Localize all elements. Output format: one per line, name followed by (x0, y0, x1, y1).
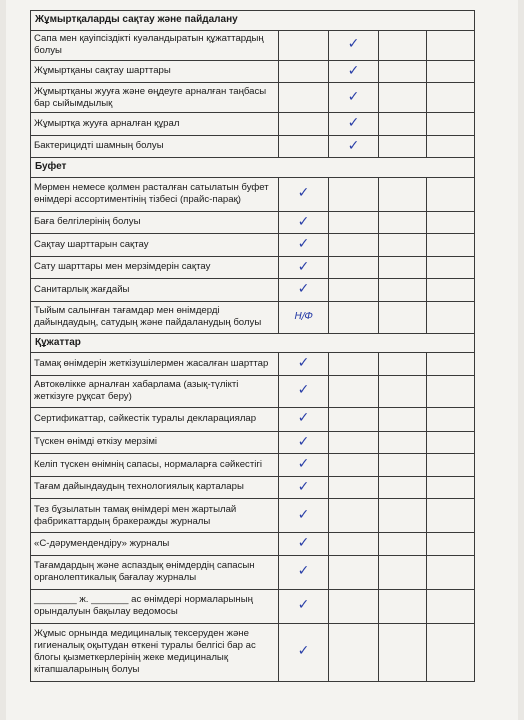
checklist-row (31, 60, 475, 83)
answer-cell (379, 353, 427, 376)
answer-cell (329, 499, 379, 533)
answer-cell (379, 256, 427, 279)
criterion-text: Тез бұзылатын тамақ өнімдері мен жартылай фабрикаттардың бракеражды журналы (31, 499, 279, 533)
answer-cell (379, 279, 427, 302)
answer-cell (279, 83, 329, 113)
answer-cell (329, 256, 379, 279)
answer-cell (379, 113, 427, 136)
answer-cell (379, 211, 427, 234)
answer-cell (427, 589, 475, 623)
answer-cell (427, 454, 475, 477)
handwritten-checkmark: ✓ (329, 60, 379, 83)
handwritten-checkmark: ✓ (279, 375, 329, 407)
section-header (31, 158, 475, 178)
criterion-text: Баға белгілерінің болуы (31, 211, 279, 234)
handwritten-checkmark: ✓ (279, 499, 329, 533)
handwritten-checkmark: ✓ (329, 30, 379, 60)
criterion-text: Тыйым салынған тағамдар мен өнімдерді дайындаудың, сатудың және пайдаланудың болуы (31, 301, 279, 333)
answer-cell (329, 589, 379, 623)
answer-cell (329, 177, 379, 211)
answer-cell (427, 135, 475, 158)
answer-cell (379, 135, 427, 158)
answer-cell (379, 589, 427, 623)
section-title: Құжаттар (31, 333, 475, 353)
answer-cell (379, 454, 427, 477)
handwritten-checkmark: ✓ (279, 177, 329, 211)
answer-cell (427, 375, 475, 407)
answer-cell (329, 476, 379, 499)
answer-cell (379, 533, 427, 556)
answer-cell (329, 375, 379, 407)
answer-cell (427, 30, 475, 60)
answer-cell (427, 256, 475, 279)
checklist-row (31, 211, 475, 234)
answer-cell (427, 113, 475, 136)
handwritten-checkmark: ✓ (279, 589, 329, 623)
checklist-row (31, 353, 475, 376)
checklist-row (31, 555, 475, 589)
inspection-checklist-table (30, 10, 475, 682)
answer-cell (427, 211, 475, 234)
answer-cell (329, 431, 379, 454)
answer-cell (329, 623, 379, 681)
checklist-row (31, 83, 475, 113)
checklist-row (31, 499, 475, 533)
answer-cell (379, 177, 427, 211)
section-title: Жұмыртқаларды сақтау және пайдалану (31, 11, 475, 31)
answer-cell (279, 135, 329, 158)
checklist-row (31, 407, 475, 431)
handwritten-checkmark: ✓ (279, 431, 329, 454)
answer-cell (329, 454, 379, 477)
answer-cell (329, 407, 379, 431)
answer-cell (379, 375, 427, 407)
handwritten-checkmark: ✓ (279, 555, 329, 589)
answer-cell (279, 60, 329, 83)
section-header (31, 11, 475, 31)
criterion-text: Жұмыс орнында медициналық тексеруден және гигиеналық оқытудан өткені туралы белгісі бар ас блогы қызметкерлерінің жеке медициналық кітапшаларының болуы (31, 623, 279, 681)
handwritten-checkmark: ✓ (279, 279, 329, 302)
checklist-row (31, 476, 475, 499)
checklist-row (31, 589, 475, 623)
answer-cell (427, 177, 475, 211)
handwritten-checkmark: ✓ (279, 256, 329, 279)
handwritten-checkmark: ✓ (279, 533, 329, 556)
checklist-row (31, 623, 475, 681)
checklist-row (31, 256, 475, 279)
handwritten-checkmark: ✓ (329, 135, 379, 158)
criterion-text: Тағамдардың және аспаздық өнімдердің сапасын органолептикалық бағалау журналы (31, 555, 279, 589)
checklist-row (31, 375, 475, 407)
answer-cell (379, 499, 427, 533)
checklist-row (31, 454, 475, 477)
handwritten-checkmark: ✓ (279, 234, 329, 257)
criterion-text: Жұмыртқа жууға арналған құрал (31, 113, 279, 136)
answer-cell (379, 555, 427, 589)
section-title: Буфет (31, 158, 475, 178)
answer-cell (279, 30, 329, 60)
handwritten-checkmark: Н/Ф (279, 301, 329, 333)
criterion-text: Жұмыртқаны сақтау шарттары (31, 60, 279, 83)
criterion-text: Тағам дайындаудың технологиялық карталары (31, 476, 279, 499)
criterion-text: Тамақ өнімдерін жеткізушілермен жасалған шарттар (31, 353, 279, 376)
answer-cell (427, 499, 475, 533)
criterion-text: ________ ж. _______ ас өнімдері нормаларының орындалуын бақылау ведомосы (31, 589, 279, 623)
answer-cell (329, 211, 379, 234)
answer-cell (427, 83, 475, 113)
answer-cell (329, 353, 379, 376)
handwritten-checkmark: ✓ (279, 211, 329, 234)
criterion-text: Сапа мен қауіпсіздікті куәландыратын құжаттардың болуы (31, 30, 279, 60)
answer-cell (427, 234, 475, 257)
checklist-row (31, 431, 475, 454)
answer-cell (379, 60, 427, 83)
criterion-text: Түскен өнімді өткізу мерзімі (31, 431, 279, 454)
criterion-text: Автокөлікке арналған хабарлама (азық-түлікті жеткізуге рұқсат беру) (31, 375, 279, 407)
criterion-text: «С-дәрумендендіру» журналы (31, 533, 279, 556)
answer-cell (427, 301, 475, 333)
handwritten-checkmark: ✓ (279, 353, 329, 376)
handwritten-checkmark: ✓ (279, 454, 329, 477)
answer-cell (329, 279, 379, 302)
handwritten-checkmark: ✓ (279, 407, 329, 431)
checklist-row (31, 30, 475, 60)
paper-sheet (6, 0, 518, 720)
answer-cell (379, 476, 427, 499)
criterion-text: Сертификаттар, сәйкестік туралы декларациялар (31, 407, 279, 431)
answer-cell (379, 234, 427, 257)
answer-cell (379, 623, 427, 681)
checklist-row (31, 279, 475, 302)
answer-cell (427, 407, 475, 431)
criterion-text: Сақтау шарттарын сақтау (31, 234, 279, 257)
criterion-text: Санитарлық жағдайы (31, 279, 279, 302)
criterion-text: Сату шарттары мен мерзімдерін сақтау (31, 256, 279, 279)
answer-cell (427, 555, 475, 589)
answer-cell (427, 431, 475, 454)
handwritten-checkmark: ✓ (329, 83, 379, 113)
handwritten-checkmark: ✓ (279, 476, 329, 499)
checklist-row (31, 533, 475, 556)
checklist-body (31, 11, 475, 682)
answer-cell (329, 555, 379, 589)
criterion-text: Келіп түскен өнімнің сапасы, нормаларға сәйкестігі (31, 454, 279, 477)
answer-cell (379, 30, 427, 60)
checklist-row (31, 301, 475, 333)
handwritten-checkmark: ✓ (329, 113, 379, 136)
answer-cell (427, 476, 475, 499)
answer-cell (427, 279, 475, 302)
answer-cell (427, 623, 475, 681)
criterion-text: Жұмыртқаны жууға және өңдеуге арналған таңбасы бар сыйымдылық (31, 83, 279, 113)
handwritten-checkmark: ✓ (279, 623, 329, 681)
answer-cell (427, 353, 475, 376)
answer-cell (379, 301, 427, 333)
checklist-row (31, 113, 475, 136)
answer-cell (329, 301, 379, 333)
answer-cell (379, 83, 427, 113)
answer-cell (279, 113, 329, 136)
answer-cell (427, 60, 475, 83)
answer-cell (379, 407, 427, 431)
checklist-row (31, 234, 475, 257)
answer-cell (427, 533, 475, 556)
section-header (31, 333, 475, 353)
criterion-text: Мөрмен немесе қолмен расталған сатылатын буфет өнімдері ассортиментінің тізбесі (прайс-парақ) (31, 177, 279, 211)
checklist-row (31, 177, 475, 211)
answer-cell (379, 431, 427, 454)
checklist-row (31, 135, 475, 158)
answer-cell (329, 533, 379, 556)
answer-cell (329, 234, 379, 257)
criterion-text: Бактерицидті шамның болуы (31, 135, 279, 158)
